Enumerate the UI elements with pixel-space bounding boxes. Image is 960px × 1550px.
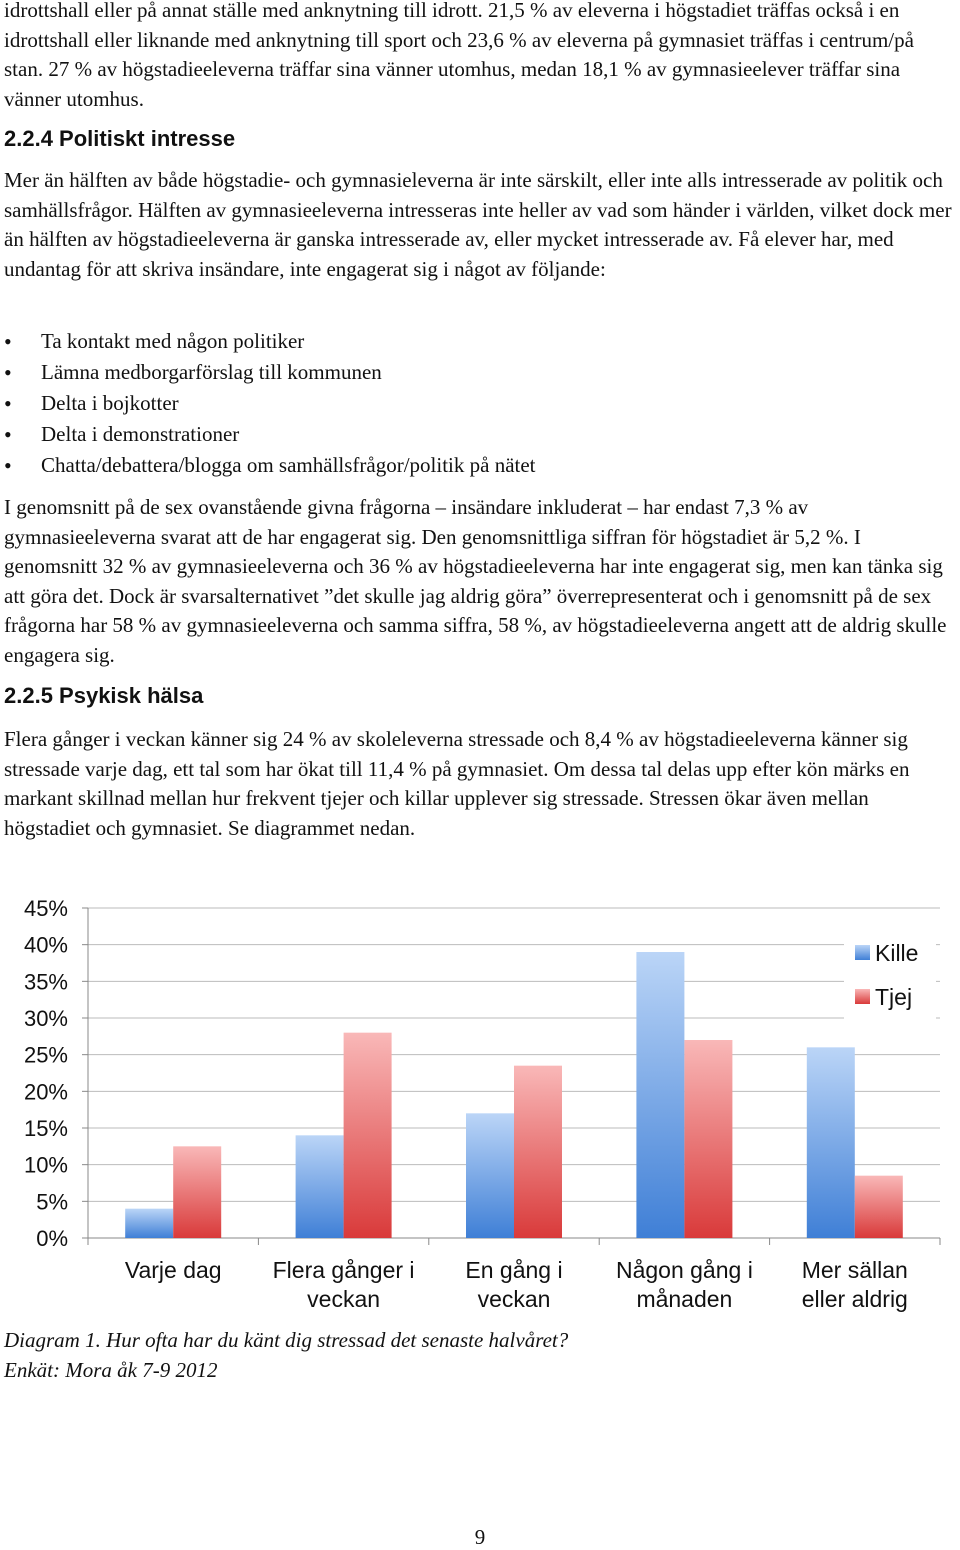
bar-kille <box>296 1135 344 1238</box>
list-item: • Delta i bojkotter <box>0 388 536 419</box>
y-tick-label: 0% <box>36 1226 68 1251</box>
list-item: • Delta i demonstrationer <box>0 419 536 450</box>
x-axis-labels <box>125 1257 908 1312</box>
list-item: • Chatta/debattera/blogga om samhällsfrågor/politik på nätet <box>0 450 536 481</box>
heading-political-interest: 2.2.4 Politiskt intresse <box>4 126 236 151</box>
x-category-label: veckan <box>477 1286 551 1312</box>
caption-source: Enkät: Mora åk 7-9 2012 <box>4 1357 218 1382</box>
x-category-label: Mer sällan <box>801 1257 908 1283</box>
y-tick-label: 45% <box>23 896 68 921</box>
legend-label-tjej: Tjej <box>875 984 913 1010</box>
bar-kille <box>125 1209 173 1238</box>
paragraph-engagement-average: I genomsnitt på de sex ovanstående givna frågorna – insändare inkluderat – har endast 7,3 % av gymnasieeleverna svarat att de har engagerat sig. Den genomsnittliga siffran för högstadiet är 5,2 %. I genomsnitt 32 % av gymnasieeleverna och 36 % av högstadieeleverna har inte engagerat sig, men kan tänka sig att göra det. Dock är svarsalternativet ”det skulle jag aldrig göra” överrepresenterat och i genomsnitt på de sex frågorna har 58 % av gymnasieeleverna och samma siffra, 58 %, av högstadieeleverna angett att de aldrig skulle engagera sig. <box>4 495 947 667</box>
y-tick-label: 30% <box>23 1006 68 1031</box>
list-item: • Lämna medborgarförslag till kommunen <box>0 357 536 388</box>
y-tick-label: 15% <box>23 1116 68 1141</box>
bar-tjej <box>514 1066 562 1238</box>
y-tick-label: 40% <box>23 932 68 958</box>
legend-swatch-kille <box>855 945 870 960</box>
heading-mental-health: 2.2.5 Psykisk hälsa <box>4 683 204 708</box>
y-tick-label: 20% <box>23 1079 68 1105</box>
legend-swatch-tjej <box>855 989 870 1004</box>
x-category-label: veckan <box>307 1286 381 1312</box>
bar-tjej <box>173 1146 221 1238</box>
x-category-label: Varje dag <box>124 1257 222 1283</box>
stress-bar-chart <box>0 885 960 1320</box>
y-axis-ticks <box>24 896 68 1251</box>
bar-tjej <box>855 1176 903 1238</box>
caption-question: Diagram 1. Hur ofta har du känt dig stressad det senaste halvåret? <box>4 1328 569 1352</box>
x-category-label: Någon gång i <box>615 1257 753 1283</box>
list-item: • Ta kontakt med någon politiker <box>0 326 536 357</box>
page-number: 9 <box>474 1525 486 1549</box>
paragraph-political-interest: Mer än hälften av både högstadie- och gymnasieleverna är inte särskilt, eller inte alls intresserade av politik och samhällsfrågor. Hälften av gymnasieeleverna intresseras inte heller av vad som händer i världen, vilket dock mer än hälften av högstadieeleverna är ganska intresserade av, eller mycket intresserade av. Få elever har, med undantag för att skriva insändare, inte engagerat sig i något av följande: <box>4 168 952 281</box>
chart-legend <box>844 933 936 1019</box>
bar-tjej <box>684 1040 732 1238</box>
paragraph-meeting-places: idrottshall eller på annat ställe med anknytning till idrott. 21,5 % av eleverna i högstadiet träffas också i en idrottshall eller liknande med anknytning till sport och 23,6 % av eleverna på gymnasiet träffas i centrum/på stan. 27 % av högstadieeleverna träffar sina vänner utomhus, medan 18,1 % av gymnasieelever träffar sina vänner utomhus. <box>4 0 914 111</box>
chart-caption <box>4 1326 568 1385</box>
bar-kille <box>807 1047 855 1238</box>
x-category-label: Flera gånger i <box>272 1257 415 1283</box>
y-tick-label: 5% <box>36 1189 68 1215</box>
bar-tjej <box>344 1033 392 1238</box>
y-tick-label: 25% <box>23 1042 68 1068</box>
bar-kille <box>636 952 684 1238</box>
bar-kille <box>466 1113 514 1238</box>
y-tick-label: 35% <box>23 969 68 995</box>
chart-bars <box>125 952 903 1238</box>
x-category-label: eller aldrig <box>801 1286 908 1312</box>
engagement-list <box>0 326 536 481</box>
paragraph-stress: Flera gånger i veckan känner sig 24 % av skoleleverna stressade och 8,4 % av högstadieeleverna känner sig stressade varje dag, ett tal som har ökat till 11,4 % på gymnasiet. Om dessa tal delas upp efter kön märks en markant skillnad mellan hur frekvent tjejer och killar upplever sig stressade. Stressen ökar även mellan högstadiet och gymnasiet. Se diagrammet nedan. <box>4 727 910 840</box>
y-tick-label: 10% <box>23 1152 68 1178</box>
legend-label-kille: Kille <box>875 940 919 966</box>
x-category-label: En gång i <box>465 1257 563 1283</box>
x-category-label: månaden <box>636 1286 733 1312</box>
